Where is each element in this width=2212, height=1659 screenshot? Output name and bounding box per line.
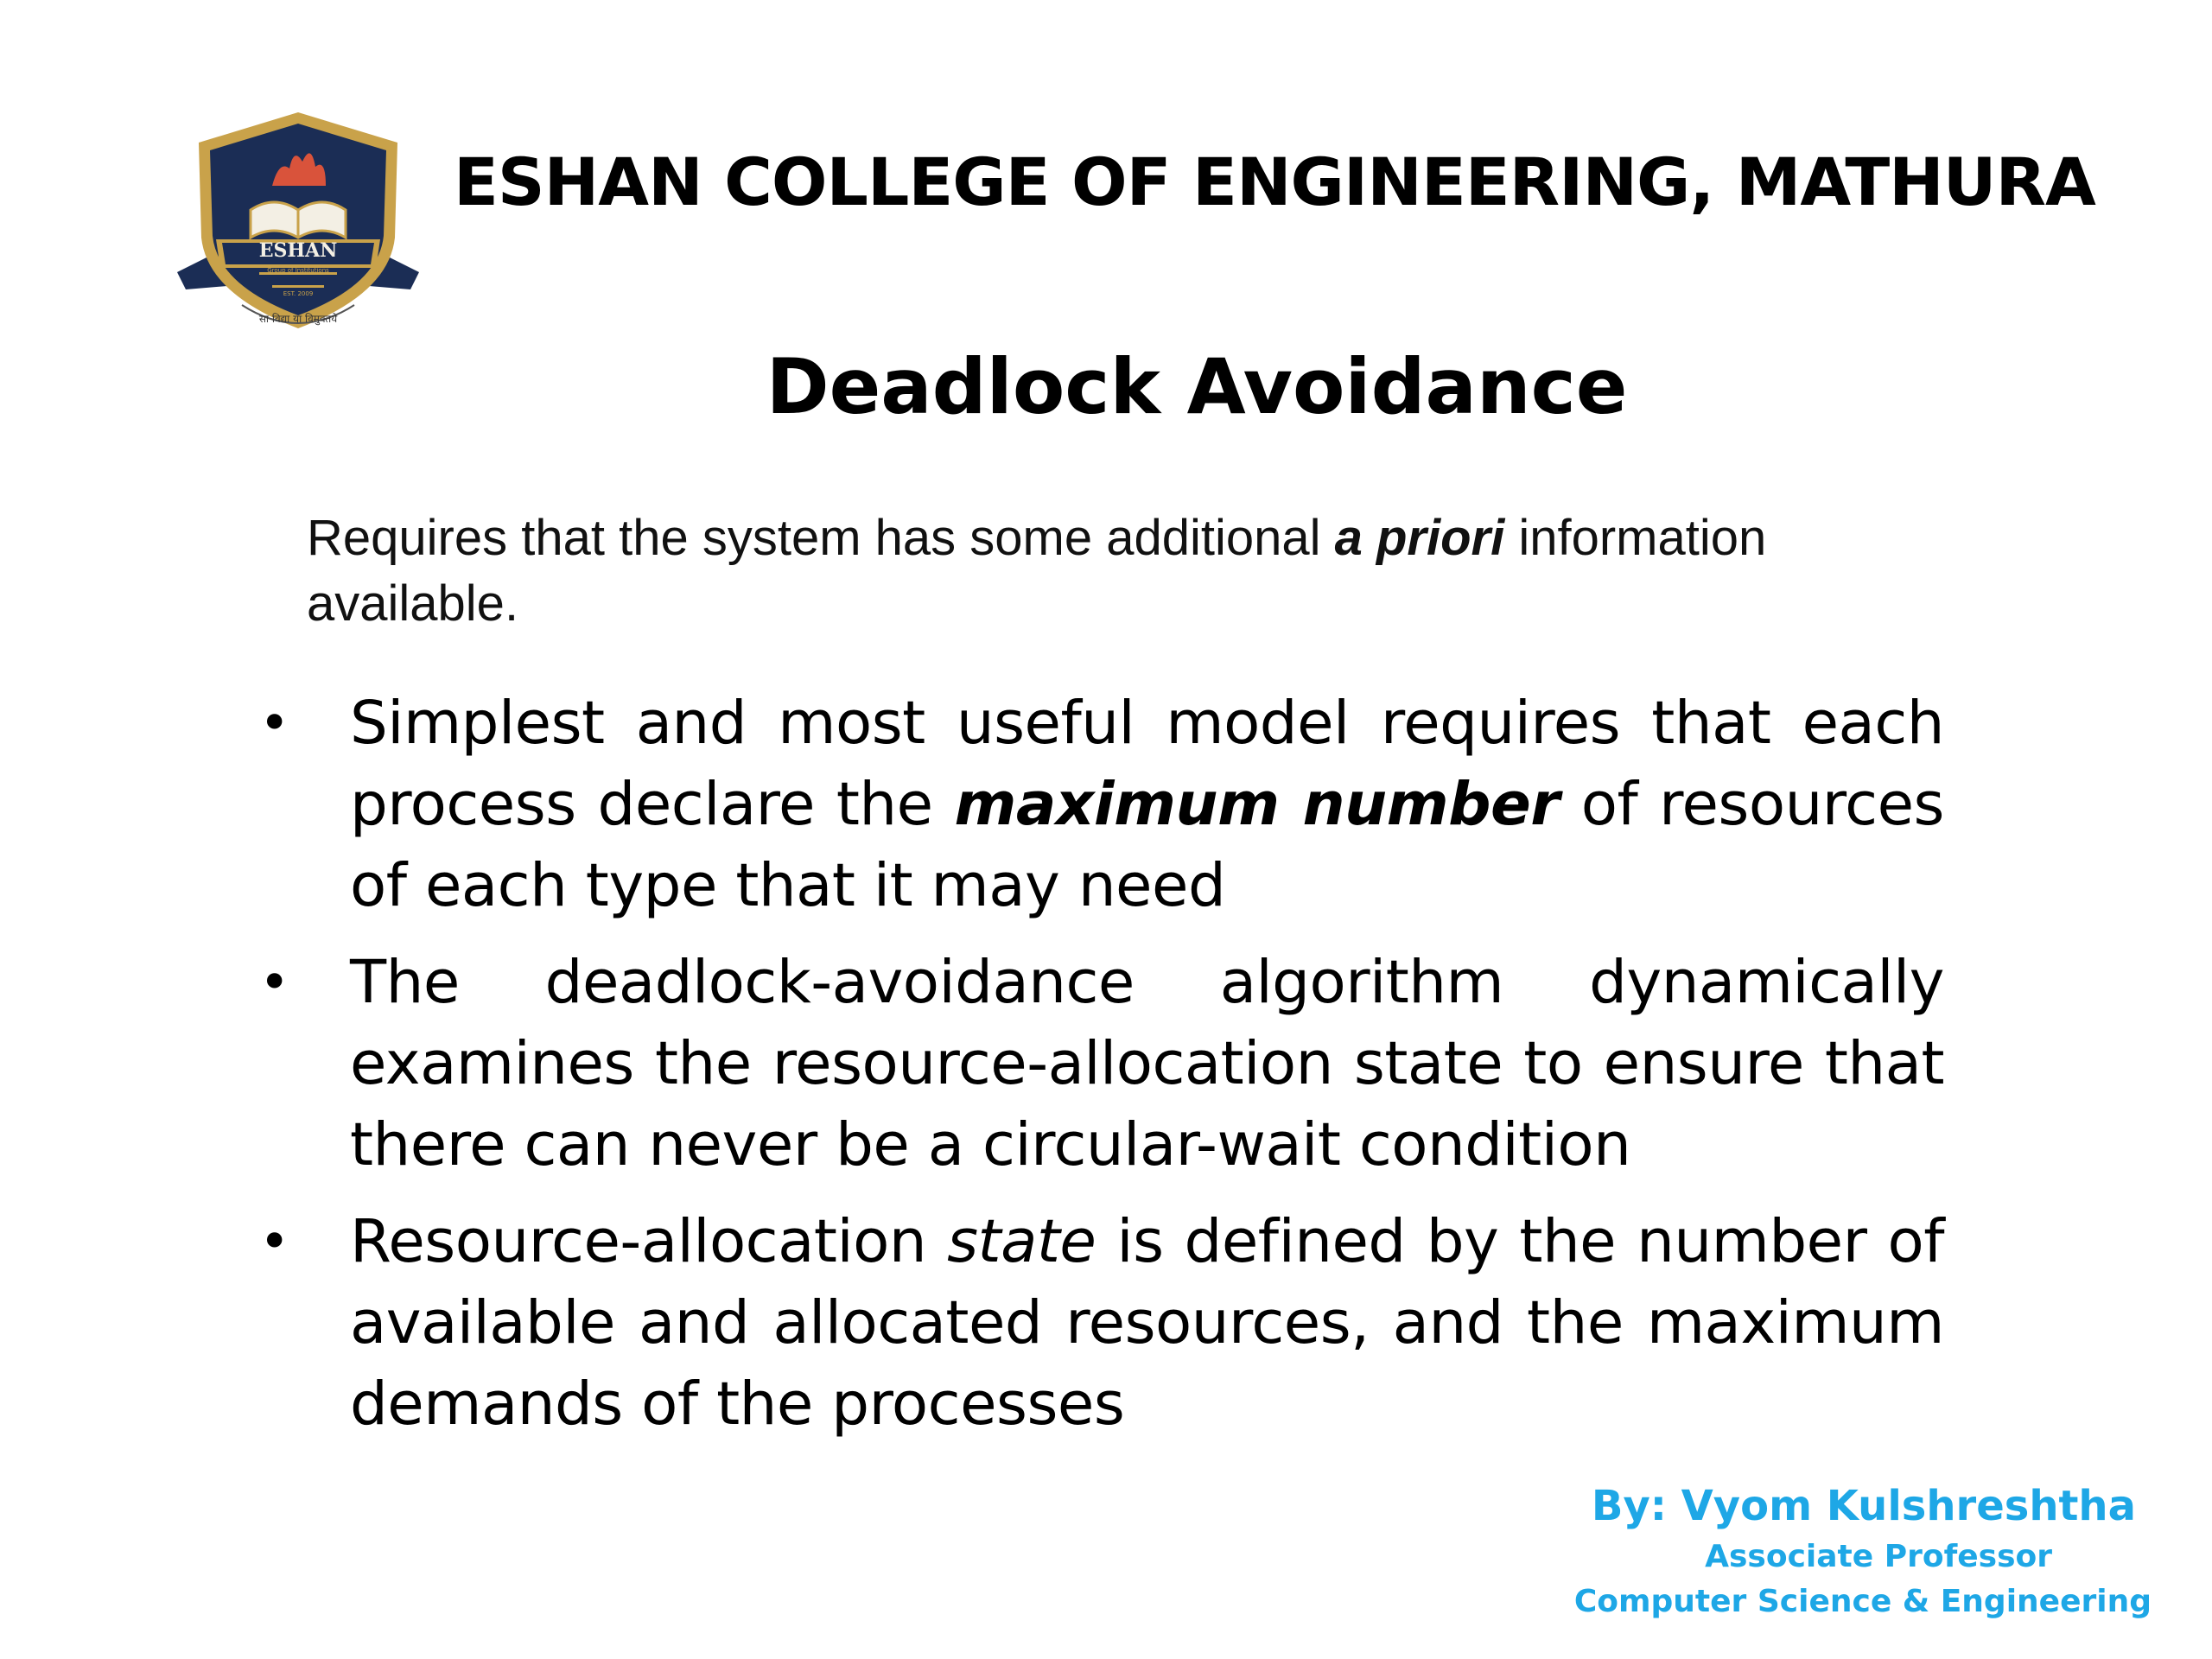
author-block xyxy=(1374,1478,2152,1624)
bullet-text-before: Simplest and most useful model requires that each process declare the xyxy=(350,689,1944,839)
intro-before: Requires that the system has some additional xyxy=(307,510,1335,566)
bullet-text-emphasis: state xyxy=(947,1207,1096,1276)
college-title: ESHAN COLLEGE OF ENGINEERING, MATHURA xyxy=(454,143,2095,220)
intro-text xyxy=(307,505,1948,637)
logo-text-tagline: Group of Institutions xyxy=(267,267,329,274)
intro-after: information available. xyxy=(307,510,1767,632)
logo-text-est: EST. 2009 xyxy=(283,290,314,297)
logo-text-motto: सा विद्या या विमुक्तये xyxy=(258,313,338,325)
bullet-text-emphasis: maximum number xyxy=(954,770,1560,839)
bullet-list xyxy=(259,683,1944,1460)
bullet-item xyxy=(259,683,1944,926)
slide-title: Deadlock Avoidance xyxy=(766,342,1628,431)
bullet-text-before: Resource-allocation xyxy=(350,1207,948,1276)
author-name: By: Vyom Kulshreshtha xyxy=(1591,1482,2136,1530)
logo-text-name: ESHAN xyxy=(258,239,338,262)
author-role: Associate Professor xyxy=(1705,1539,2052,1574)
bullet-dot: • xyxy=(259,1211,289,1272)
bullet-dot: • xyxy=(259,952,289,1013)
bullet-dot: • xyxy=(259,693,289,753)
bullet-item xyxy=(259,1201,1944,1445)
bullet-text-after: of resources of each type that it may need xyxy=(350,770,1944,920)
bullet-item xyxy=(259,942,1944,1185)
bullet-text: The deadlock-avoidance algorithm dynamically examines the resource-allocation state to ensure that there can never be a circular-wait condition xyxy=(350,948,1944,1179)
author-dept: Computer Science & Engineering xyxy=(1573,1584,2152,1619)
college-logo xyxy=(168,108,428,341)
bullet-text-after: is defined by the number of available and allocated resources, and the maximum demands of the processes xyxy=(350,1207,1944,1439)
intro-emphasis: a priori xyxy=(1334,510,1505,566)
